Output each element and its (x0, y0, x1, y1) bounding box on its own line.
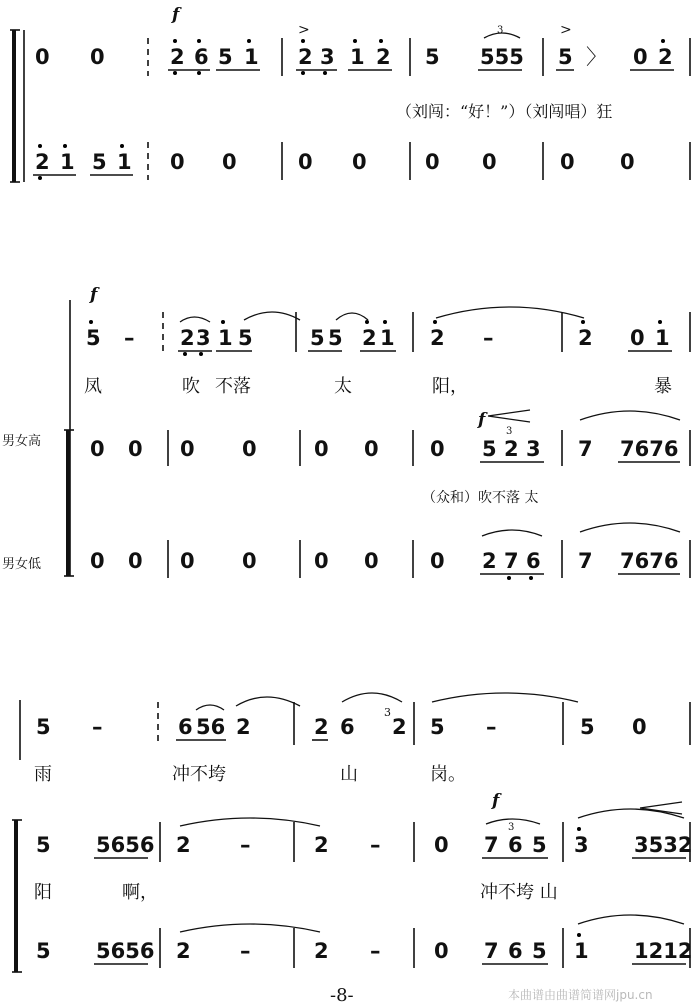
note: 岗。 (430, 764, 466, 785)
note: 1212 (634, 939, 693, 963)
note: 6 (178, 715, 193, 739)
note: 0 (364, 549, 379, 573)
note: 1 (574, 939, 589, 963)
note: 0 (180, 549, 195, 573)
note: – (240, 833, 251, 857)
dot (197, 39, 201, 43)
note: 5 (36, 833, 51, 857)
note: 2 (176, 833, 191, 857)
note: 2 (314, 833, 329, 857)
note: 5656 (96, 939, 155, 963)
accent: > (298, 22, 310, 38)
notation-mark (221, 320, 225, 324)
note: 0 (128, 437, 143, 461)
note: 5 (430, 715, 445, 739)
note: 0 (242, 437, 257, 461)
note: 6 (508, 939, 523, 963)
note: 3 (526, 437, 541, 461)
note: 6 (508, 833, 523, 857)
note: 2 (35, 150, 50, 174)
chorus-lyric: （众和）吹不落 太 (422, 490, 539, 506)
note: 冲不垮 山 (480, 882, 558, 903)
dot (197, 71, 201, 75)
note: 暴 (654, 376, 672, 397)
note: 0 (242, 549, 257, 573)
note: 0 (434, 939, 449, 963)
notation-mark (89, 320, 93, 324)
note: 5 (328, 326, 343, 350)
notation-mark (488, 410, 530, 422)
note: – (370, 833, 381, 857)
note: 2 (236, 715, 251, 739)
note: 2 (362, 326, 377, 350)
note: – (240, 939, 251, 963)
note: 0 (434, 833, 449, 857)
note: 0 (425, 150, 440, 174)
note: 2 (482, 549, 497, 573)
note: 2 (578, 326, 593, 350)
note: 1 (655, 326, 670, 350)
notation-mark (580, 523, 680, 532)
notation-mark (180, 317, 210, 322)
note: 凤 (84, 376, 102, 397)
note: 5 (532, 833, 547, 857)
note: 5 (482, 437, 497, 461)
note: 0 (630, 326, 645, 350)
note: 5 (36, 715, 51, 739)
dot (173, 39, 177, 43)
notation-mark (38, 144, 42, 148)
note: 7 (504, 549, 519, 573)
notation-mark (529, 576, 533, 580)
note: 7 (578, 437, 593, 461)
note: 0 (632, 715, 647, 739)
note: 7676 (620, 437, 679, 461)
notation-mark (236, 697, 300, 706)
note: 5 (86, 326, 101, 350)
notation-mark (432, 693, 578, 702)
notation-mark (342, 693, 402, 702)
system-1 (10, 5, 690, 182)
note: 0 (180, 437, 195, 461)
note: 雨 (34, 764, 52, 785)
notation-mark (577, 933, 581, 937)
note: 0 (430, 549, 445, 573)
note: 阳， (432, 376, 468, 397)
note: 5 (580, 715, 595, 739)
notation-mark (379, 39, 383, 43)
dot (173, 71, 177, 75)
note: 0 (90, 549, 105, 573)
dot (247, 39, 251, 43)
note: 6 (526, 549, 541, 573)
system-2 (2, 285, 690, 580)
note: 1 (350, 45, 365, 69)
note: 1 (117, 150, 132, 174)
note: 2 (504, 437, 519, 461)
note: 2 (392, 715, 407, 739)
note: 1 (60, 150, 75, 174)
note: 〉 (586, 45, 607, 69)
notation-mark (658, 320, 662, 324)
system-3 (12, 693, 692, 972)
note: 2 (298, 45, 313, 69)
note: 2 (170, 45, 185, 69)
notation-mark (578, 809, 684, 818)
note: 5 (532, 939, 547, 963)
note: 0 (364, 437, 379, 461)
watermark: 本曲谱由曲谱简谱网jpu.cn (508, 988, 653, 1002)
notation-mark (323, 71, 327, 75)
notation-mark (199, 352, 203, 356)
note: 0 (35, 45, 50, 69)
note: 5 (558, 45, 573, 69)
note: 5 (36, 939, 51, 963)
notation-mark (63, 144, 67, 148)
note: 3 (506, 426, 513, 437)
notation-mark (301, 71, 305, 75)
notation-mark (353, 39, 357, 43)
dynamic-mark: f (172, 5, 180, 25)
note: 0 (128, 549, 143, 573)
note: 3 (320, 45, 335, 69)
notation-mark (581, 320, 585, 324)
notation-mark (180, 924, 320, 932)
notation-mark (196, 705, 224, 710)
note: 阳 (34, 882, 52, 903)
note: 3 (384, 706, 391, 719)
notation-mark (383, 320, 387, 324)
note: 0 (482, 150, 497, 174)
note: f (492, 791, 500, 811)
notation-mark (580, 411, 680, 420)
note: 1 (244, 45, 259, 69)
notation-mark (507, 576, 511, 580)
notation-mark (180, 818, 320, 826)
note: – (92, 715, 103, 739)
note: 1 (380, 326, 395, 350)
note: 0 (90, 437, 105, 461)
note: 0 (352, 150, 367, 174)
note: 555 (480, 45, 524, 69)
note: 5 (310, 326, 325, 350)
note: 山 (340, 764, 358, 785)
note: 冲不垮 (172, 764, 226, 785)
note: > (560, 22, 572, 38)
note: 2 (314, 939, 329, 963)
note: 3 (497, 25, 504, 36)
note: 5 (92, 150, 107, 174)
note: 56 (196, 715, 226, 739)
notation-mark (244, 312, 300, 320)
note: 2 (658, 45, 673, 69)
notation-mark (577, 827, 581, 831)
note: 7 (484, 833, 499, 857)
note: – (124, 326, 135, 350)
note: 7676 (620, 549, 679, 573)
page-number: -8- (330, 985, 354, 1006)
note: 6 (340, 715, 355, 739)
note: 0 (222, 150, 237, 174)
notation-mark (336, 313, 368, 320)
note: 2 (180, 326, 195, 350)
note: – (370, 939, 381, 963)
note: 3 (508, 822, 515, 833)
note: 吹 (182, 376, 200, 397)
note: 0 (298, 150, 313, 174)
note: 太 (334, 376, 352, 397)
note: 5 (425, 45, 440, 69)
note: 0 (620, 150, 635, 174)
note: 0 (430, 437, 445, 461)
note: 5 (218, 45, 233, 69)
note: 0 (170, 150, 185, 174)
note: 0 (633, 45, 648, 69)
note: 0 (560, 150, 575, 174)
note: – (486, 715, 497, 739)
note: 不落 (215, 376, 251, 397)
dynamic-mark: f (90, 285, 98, 305)
notation-mark (578, 915, 684, 924)
note: – (483, 326, 494, 350)
note: 2 (176, 939, 191, 963)
chorus-high-label: 男女高 (2, 434, 42, 449)
notation-mark (301, 39, 305, 43)
note: 0 (314, 437, 329, 461)
note: 7 (578, 549, 593, 573)
note: 5656 (96, 833, 155, 857)
note: 2 (430, 326, 445, 350)
notation-mark (38, 176, 42, 180)
note: 6 (194, 45, 209, 69)
notation-mark (120, 144, 124, 148)
note: 2 (314, 715, 329, 739)
notation-mark (433, 320, 437, 324)
note: 5 (238, 326, 253, 350)
note: 7 (484, 939, 499, 963)
notation-mark (661, 39, 665, 43)
note: 0 (90, 45, 105, 69)
note: 啊， (122, 882, 158, 903)
note: 1 (218, 326, 233, 350)
note: 3532 (634, 833, 693, 857)
lyric-line: （刘闯：“好！”）（刘闯唱）狂 (396, 102, 613, 121)
note: 0 (314, 549, 329, 573)
notation-mark (482, 530, 542, 536)
notation-mark (183, 352, 187, 356)
note: 2 (376, 45, 391, 69)
note: 3 (196, 326, 211, 350)
notation-mark (365, 320, 369, 324)
chorus-low-label: 男女低 (2, 557, 42, 572)
note: f (478, 410, 486, 430)
note: 3 (574, 833, 589, 857)
